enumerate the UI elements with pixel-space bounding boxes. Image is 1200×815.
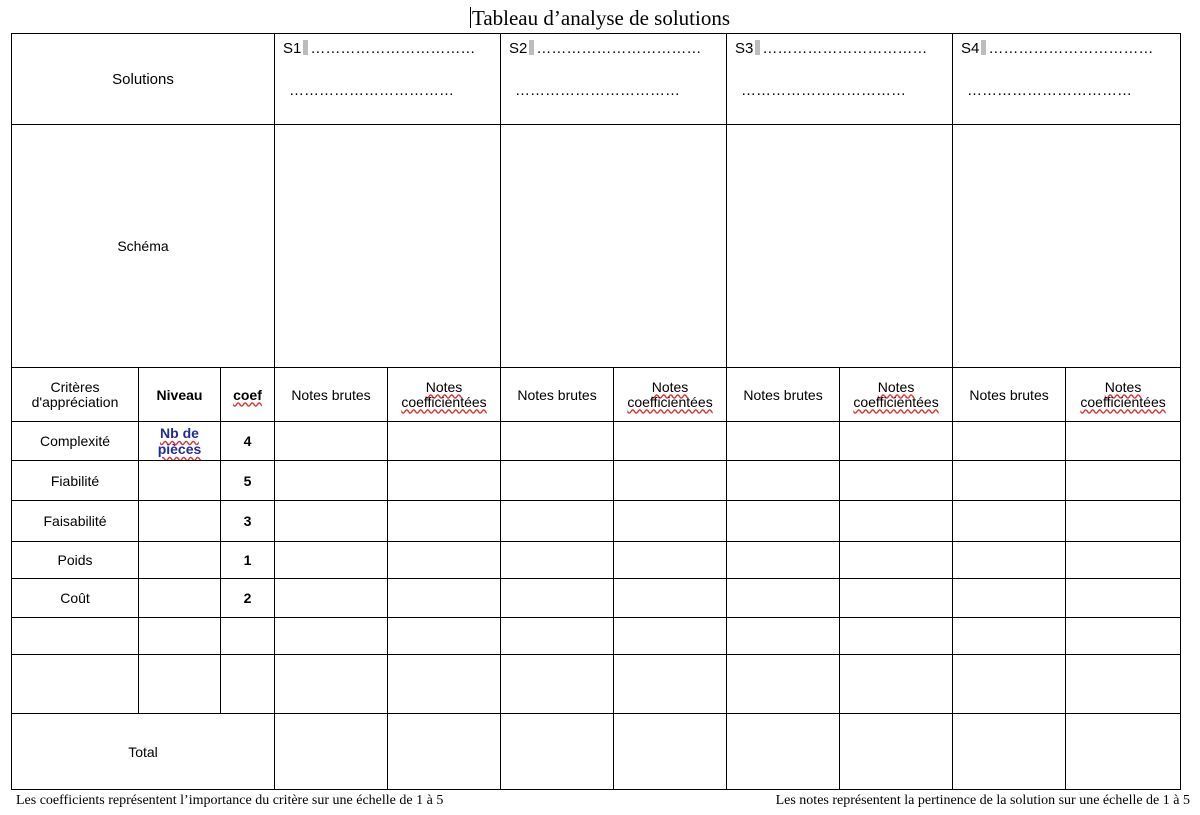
level-cell[interactable] <box>139 542 221 579</box>
score-cell[interactable] <box>501 542 614 579</box>
solution-dots: …………………………… <box>762 40 928 57</box>
solutions-row <box>12 34 1181 125</box>
raw-scores-header: Notes brutes <box>953 368 1066 422</box>
score-cell[interactable] <box>953 542 1066 579</box>
score-cell[interactable] <box>275 461 388 501</box>
score-cell[interactable] <box>727 542 840 579</box>
score-cell[interactable] <box>840 618 953 655</box>
score-cell[interactable] <box>275 542 388 579</box>
total-label: Total <box>12 714 275 790</box>
solution-dots: …………………………… <box>988 40 1154 57</box>
schema-cell-s3[interactable] <box>727 125 953 368</box>
score-cell[interactable] <box>275 655 388 714</box>
criterion-label[interactable] <box>12 655 139 714</box>
score-cell[interactable] <box>501 655 614 714</box>
score-cell[interactable] <box>1066 461 1181 501</box>
solution-cell-s4[interactable] <box>953 34 1181 125</box>
level-cell[interactable] <box>139 618 221 655</box>
solution-dots: …………………………… <box>536 40 702 57</box>
score-cell[interactable] <box>614 422 727 461</box>
total-cell[interactable] <box>727 714 840 790</box>
score-cell[interactable] <box>388 461 501 501</box>
score-cell[interactable] <box>614 542 727 579</box>
score-cell[interactable] <box>840 655 953 714</box>
score-cell[interactable] <box>275 501 388 542</box>
level-cell[interactable] <box>139 579 221 618</box>
score-cell[interactable] <box>727 579 840 618</box>
solution-id: S4 <box>961 40 980 57</box>
score-cell[interactable] <box>840 501 953 542</box>
document-title <box>0 3 1200 33</box>
score-cell[interactable] <box>1066 422 1181 461</box>
criterion-row <box>12 422 1181 461</box>
solution-id: S1 <box>283 40 302 57</box>
coef-header: coef <box>221 368 275 422</box>
score-cell[interactable] <box>727 618 840 655</box>
score-cell[interactable] <box>388 542 501 579</box>
weighted-scores-header: Notes coefficientées <box>614 368 727 422</box>
total-row <box>12 714 1181 790</box>
score-cell[interactable] <box>614 501 727 542</box>
solution-cell-s1[interactable] <box>275 34 501 125</box>
criterion-row <box>12 579 1181 618</box>
score-cell[interactable] <box>1066 579 1181 618</box>
score-cell[interactable] <box>614 618 727 655</box>
score-cell[interactable] <box>275 618 388 655</box>
solutions-label: Solutions <box>12 34 275 125</box>
score-cell[interactable] <box>1066 618 1181 655</box>
coef-value: 2 <box>221 579 275 618</box>
score-cell[interactable] <box>953 501 1066 542</box>
level-cell[interactable] <box>139 501 221 542</box>
score-cell[interactable] <box>614 461 727 501</box>
weighted-scores-header: Notes coefficientées <box>388 368 501 422</box>
total-cell[interactable] <box>614 714 727 790</box>
score-cell[interactable] <box>501 461 614 501</box>
level-cell[interactable] <box>139 655 221 714</box>
solution-cell-s2[interactable] <box>501 34 727 125</box>
total-cell[interactable] <box>953 714 1066 790</box>
raw-scores-header: Notes brutes <box>501 368 614 422</box>
weighted-scores-header: Notes coefficientées <box>1066 368 1181 422</box>
criteria-header: Critères d'appréciation <box>12 368 139 422</box>
footer-score-note: Les notes représentent la pertinence de la solution sur une échelle de 1 à 5 <box>775 793 1190 808</box>
total-cell[interactable] <box>1066 714 1181 790</box>
score-cell[interactable] <box>1066 501 1181 542</box>
coef-value: 3 <box>221 501 275 542</box>
solution-dots: …………………………… <box>515 82 681 99</box>
criterion-row <box>12 542 1181 579</box>
score-cell[interactable] <box>727 422 840 461</box>
level-cell[interactable] <box>139 422 221 461</box>
score-cell[interactable] <box>727 655 840 714</box>
score-cell[interactable] <box>388 422 501 461</box>
total-cell[interactable] <box>840 714 953 790</box>
solution-dots: …………………………… <box>289 82 454 99</box>
criterion-row <box>12 461 1181 501</box>
score-cell[interactable] <box>388 618 501 655</box>
analysis-table <box>11 33 1181 790</box>
criterion-label: Coût <box>12 579 139 618</box>
raw-scores-header: Notes brutes <box>275 368 388 422</box>
score-cell[interactable] <box>840 579 953 618</box>
schema-row <box>12 125 1181 368</box>
score-cell[interactable] <box>614 579 727 618</box>
schema-label: Schéma <box>12 125 275 368</box>
score-cell[interactable] <box>840 422 953 461</box>
column-header-row <box>12 368 1181 422</box>
score-cell[interactable] <box>388 579 501 618</box>
coef-value: 5 <box>221 461 275 501</box>
level-value: Nb de pièces <box>157 425 202 457</box>
score-cell[interactable] <box>953 461 1066 501</box>
coef-value: 4 <box>221 422 275 461</box>
total-cell[interactable] <box>388 714 501 790</box>
score-cell[interactable] <box>1066 542 1181 579</box>
schema-cell-s2[interactable] <box>501 125 727 368</box>
score-cell[interactable] <box>501 501 614 542</box>
score-cell[interactable] <box>840 542 953 579</box>
score-cell[interactable] <box>501 579 614 618</box>
criterion-label[interactable] <box>12 618 139 655</box>
level-header: Niveau <box>139 368 221 422</box>
criterion-label: Complexité <box>12 422 139 461</box>
criterion-row <box>12 501 1181 542</box>
text-cursor <box>470 7 471 28</box>
score-cell[interactable] <box>727 461 840 501</box>
total-cell[interactable] <box>501 714 614 790</box>
score-cell[interactable] <box>614 655 727 714</box>
score-cell[interactable] <box>953 655 1066 714</box>
score-cell[interactable] <box>840 461 953 501</box>
coef-value: 1 <box>221 542 275 579</box>
solution-id: S3 <box>735 40 754 57</box>
raw-scores-header: Notes brutes <box>727 368 840 422</box>
criterion-label: Fiabilité <box>12 461 139 501</box>
coef-value[interactable] <box>221 618 275 655</box>
solution-dots: …………………………… <box>741 82 907 99</box>
score-cell[interactable] <box>953 579 1066 618</box>
total-cell[interactable] <box>275 714 388 790</box>
score-cell[interactable] <box>727 501 840 542</box>
score-cell[interactable] <box>953 422 1066 461</box>
score-cell[interactable] <box>501 422 614 461</box>
schema-cell-s1[interactable] <box>275 125 501 368</box>
solution-cell-s3[interactable] <box>727 34 953 125</box>
criterion-row <box>12 618 1181 655</box>
footer-coefficient-note: Les coefficients représentent l’importance du critère sur une échelle de 1 à 5 <box>16 793 444 808</box>
score-cell[interactable] <box>275 422 388 461</box>
score-cell[interactable] <box>1066 655 1181 714</box>
criterion-label: Faisabilité <box>12 501 139 542</box>
solution-id: S2 <box>509 40 528 57</box>
score-cell[interactable] <box>388 655 501 714</box>
score-cell[interactable] <box>388 501 501 542</box>
score-cell[interactable] <box>953 618 1066 655</box>
coef-value[interactable] <box>221 655 275 714</box>
document-title-text: Tableau d’analyse de solutions <box>471 6 731 30</box>
score-cell[interactable] <box>501 618 614 655</box>
solution-dots: …………………………… <box>967 82 1133 99</box>
solution-dots: …………………………… <box>310 40 476 57</box>
level-cell[interactable] <box>139 461 221 501</box>
criterion-label: Poids <box>12 542 139 579</box>
schema-cell-s4[interactable] <box>953 125 1181 368</box>
weighted-scores-header: Notes coefficientées <box>840 368 953 422</box>
criterion-row <box>12 655 1181 714</box>
score-cell[interactable] <box>275 579 388 618</box>
